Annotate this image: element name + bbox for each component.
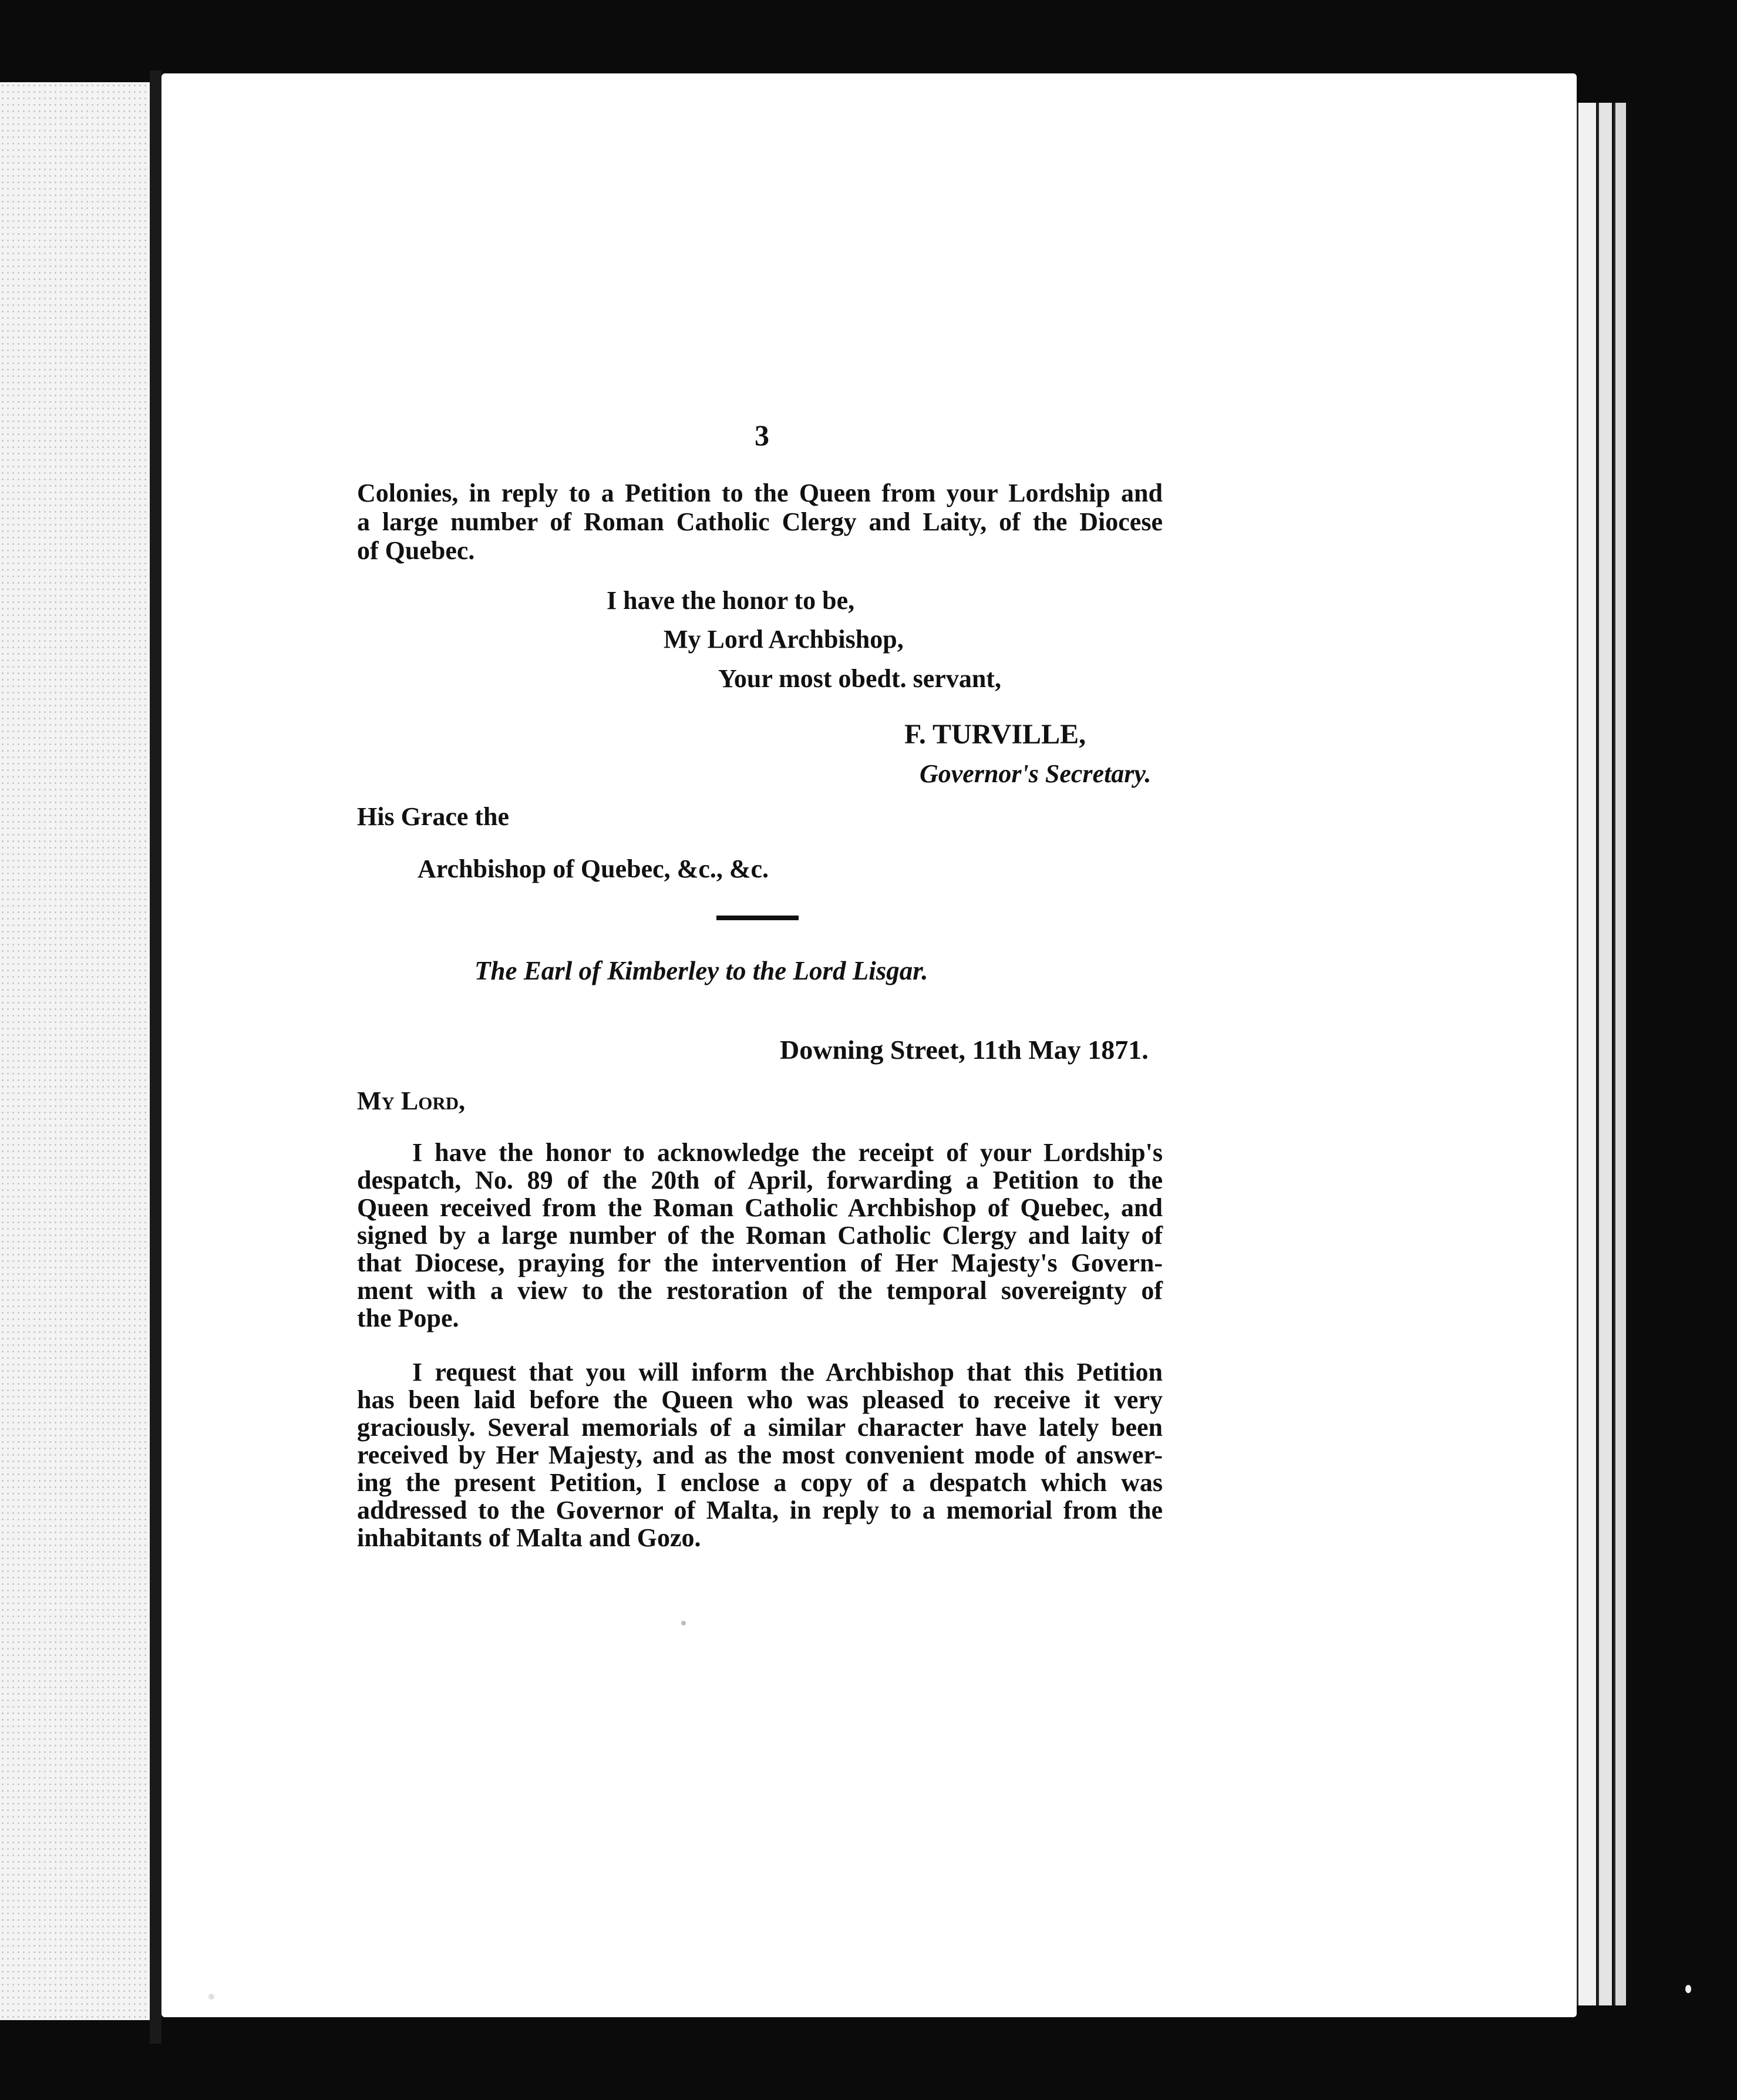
book-gutter — [150, 70, 161, 2044]
closing-line-2: My Lord Archbishop, — [664, 625, 904, 654]
facing-page-bleed — [0, 82, 150, 2020]
paragraph1-line-6: ment with a view to the restoration of the temporal sovereignty of — [357, 1276, 1163, 1305]
paragraph2-line-5: ing the present Petition, I enclose a copy of a despatch which was — [357, 1468, 1163, 1497]
closing-line-1: I have the honor to be, — [607, 586, 855, 615]
letter-heading: The Earl of Kimberley to the Lord Lisgar. — [474, 956, 928, 985]
intro-line-3: of Quebec. — [357, 536, 475, 565]
intro-line-1: Colonies, in reply to a Petition to the Queen from your Lordship and — [357, 479, 1163, 507]
signature-title: Governor's Secretary. — [920, 759, 1152, 788]
paragraph1-line-2: despatch, No. 89 of the 20th of April, forwarding a Petition to the — [357, 1166, 1163, 1194]
page-edge-1 — [1577, 103, 1596, 2005]
salutation: My Lord, — [357, 1086, 466, 1115]
paragraph1-line-5: that Diocese, praying for the intervention of Her Majesty's Govern- — [357, 1248, 1163, 1277]
page-edge-2 — [1597, 103, 1612, 2005]
intro-line-2: a large number of Roman Catholic Clergy and Laity, of the Diocese — [357, 507, 1163, 536]
page-number: 3 — [755, 419, 769, 452]
page-edge-3 — [1614, 103, 1626, 2005]
paragraph1-line-4: signed by a large number of the Roman Catholic Clergy and laity of — [357, 1221, 1163, 1250]
dateline: Downing Street, 11th May 1871. — [780, 1035, 1149, 1065]
paragraph1-line-1: I have the honor to acknowledge the receipt of your Lordship's — [412, 1138, 1163, 1167]
closing-line-3: Your most obedt. servant, — [718, 664, 1001, 693]
addressee-line-1: His Grace the — [357, 802, 510, 831]
paragraph2-line-6: addressed to the Governor of Malta, in reply to a memorial from the — [357, 1496, 1163, 1524]
letter-body — [357, 0, 1163, 2100]
paper-speck — [208, 1994, 214, 2000]
paragraph2-line-4: received by Her Majesty, and as the most convenient mode of answer- — [357, 1441, 1163, 1469]
addressee-line-2: Archbishop of Quebec, &c., &c. — [418, 854, 769, 883]
paragraph2-line-1: I request that you will inform the Archbishop that this Petition — [412, 1358, 1163, 1386]
paragraph1-line-3: Queen received from the Roman Catholic Archbishop of Quebec, and — [357, 1193, 1163, 1222]
paragraph1-line-7: the Pope. — [357, 1304, 459, 1332]
paragraph2-line-2: has been laid before the Queen who was pleased to receive it very — [357, 1385, 1163, 1414]
signature-name: F. TURVILLE, — [904, 719, 1086, 750]
paper-speck — [1685, 1985, 1691, 1993]
section-divider — [716, 916, 799, 920]
paragraph2-line-3: graciously. Several memorials of a similar character have lately been — [357, 1413, 1163, 1442]
paragraph2-line-7: inhabitants of Malta and Gozo. — [357, 1523, 701, 1552]
